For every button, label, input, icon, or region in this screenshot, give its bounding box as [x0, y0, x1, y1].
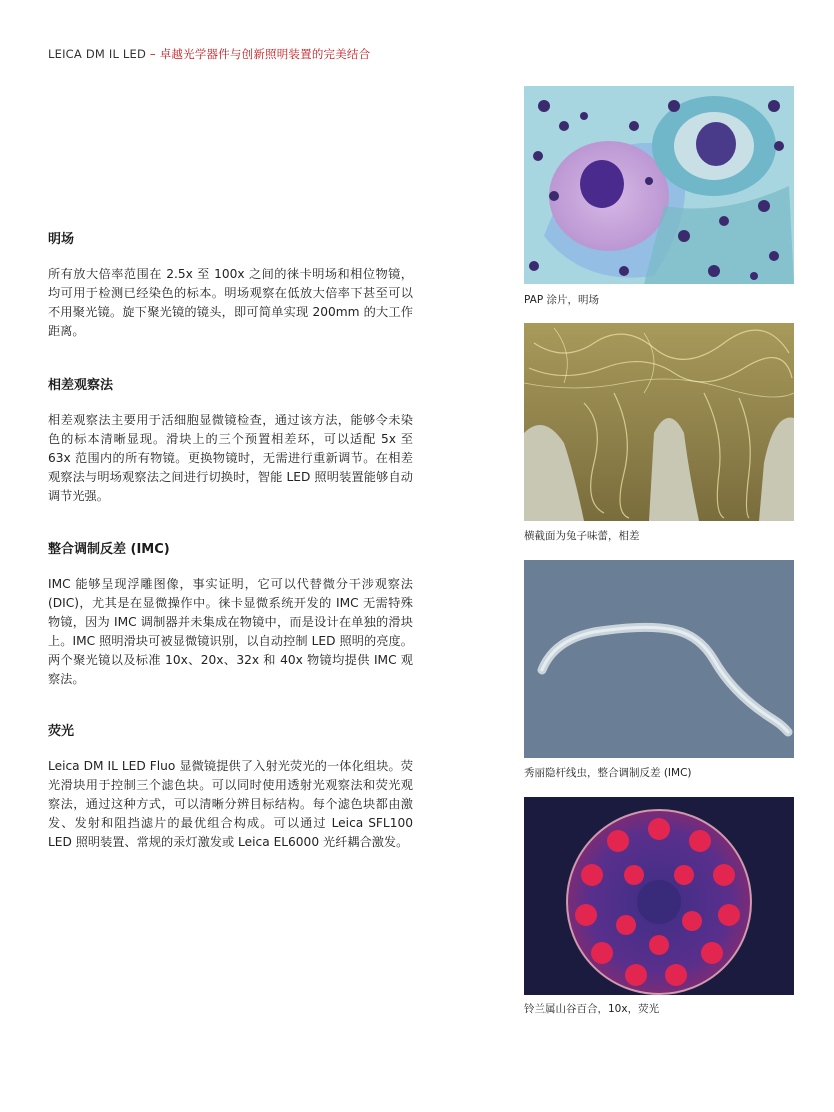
section-title: 整合调制反差 (IMC)	[48, 542, 170, 557]
section-phase-contrast	[48, 374, 413, 506]
header-dash: –	[146, 47, 160, 61]
section-body: IMC 能够呈现浮雕图像，事实证明，它可以代替微分干涉观察法 (DIC)，尤其是在显微操作中。徕卡显微系统开发的 IMC 无需特殊物镜，因为 IMC 调制器并未集成在物镜中，而是设计在单独的滑块上。IMC 照明滑块可被显微镜识别，以自动控制 LED 照明的亮度。两个聚光镜以及标准 10x、20x、32x 和 40x 物镜均提供 IMC 观察法。	[48, 577, 413, 686]
section-body: 相差观察法主要用于活细胞显微镜检查，通过该方法，能够令未染色的标本清晰显现。滑块上的三个预置相差环，可以适配 5x 至 63x 范围内的所有物镜。更换物镜时，无需进行重新调节。在相差观察法与明场观察法之间进行切换时，智能 LED 照明装置能够自动调节光强。	[48, 413, 413, 503]
section-title: 荧光	[48, 724, 75, 739]
page-header	[48, 46, 370, 62]
figure-caption: 铃兰属山谷百合，10x，荧光	[524, 1003, 660, 1015]
figure-caption: 横截面为兔子味蕾，相差	[524, 530, 640, 542]
section-fluorescence	[48, 720, 413, 852]
section-title: 相差观察法	[48, 378, 114, 393]
header-tagline: 卓越光学器件与创新照明装置的完美结合	[159, 47, 371, 61]
c-elegans-image	[524, 560, 794, 758]
figure-caption: 秀丽隐杆线虫，整合调制反差 (IMC)	[524, 767, 692, 779]
header-brand: LEICA DM IL LED	[48, 47, 147, 61]
section-title: 明场	[48, 232, 75, 247]
taste-bud-image	[524, 323, 794, 521]
pap-smear-image	[524, 86, 794, 284]
section-brightfield	[48, 228, 413, 341]
lily-of-the-valley-image	[524, 797, 794, 995]
section-imc	[48, 538, 413, 689]
section-body: Leica DM IL LED Fluo 显微镜提供了入射光荧光的一体化组块。荧光滑块用于控制三个滤色块。可以同时使用透射光观察法和荧光观察法，通过这种方式，可以清晰分辨目标结构。每个滤色块都由激发、发射和阻挡滤片的最优组合构成。可以通过 Leica SFL100 LED 照明装置、常规的汞灯激发或 Leica EL6000 光纤耦合激发。	[48, 759, 413, 849]
section-body: 所有放大倍率范围在 2.5x 至 100x 之间的徕卡明场和相位物镜，均可用于检测已经染色的标本。明场观察在低放大倍率下甚至可以不用聚光镜。旋下聚光镜的镜头，即可简单实现 200mm 的大工作距离。	[48, 267, 413, 338]
figure-caption: PAP 涂片，明场	[524, 294, 600, 306]
